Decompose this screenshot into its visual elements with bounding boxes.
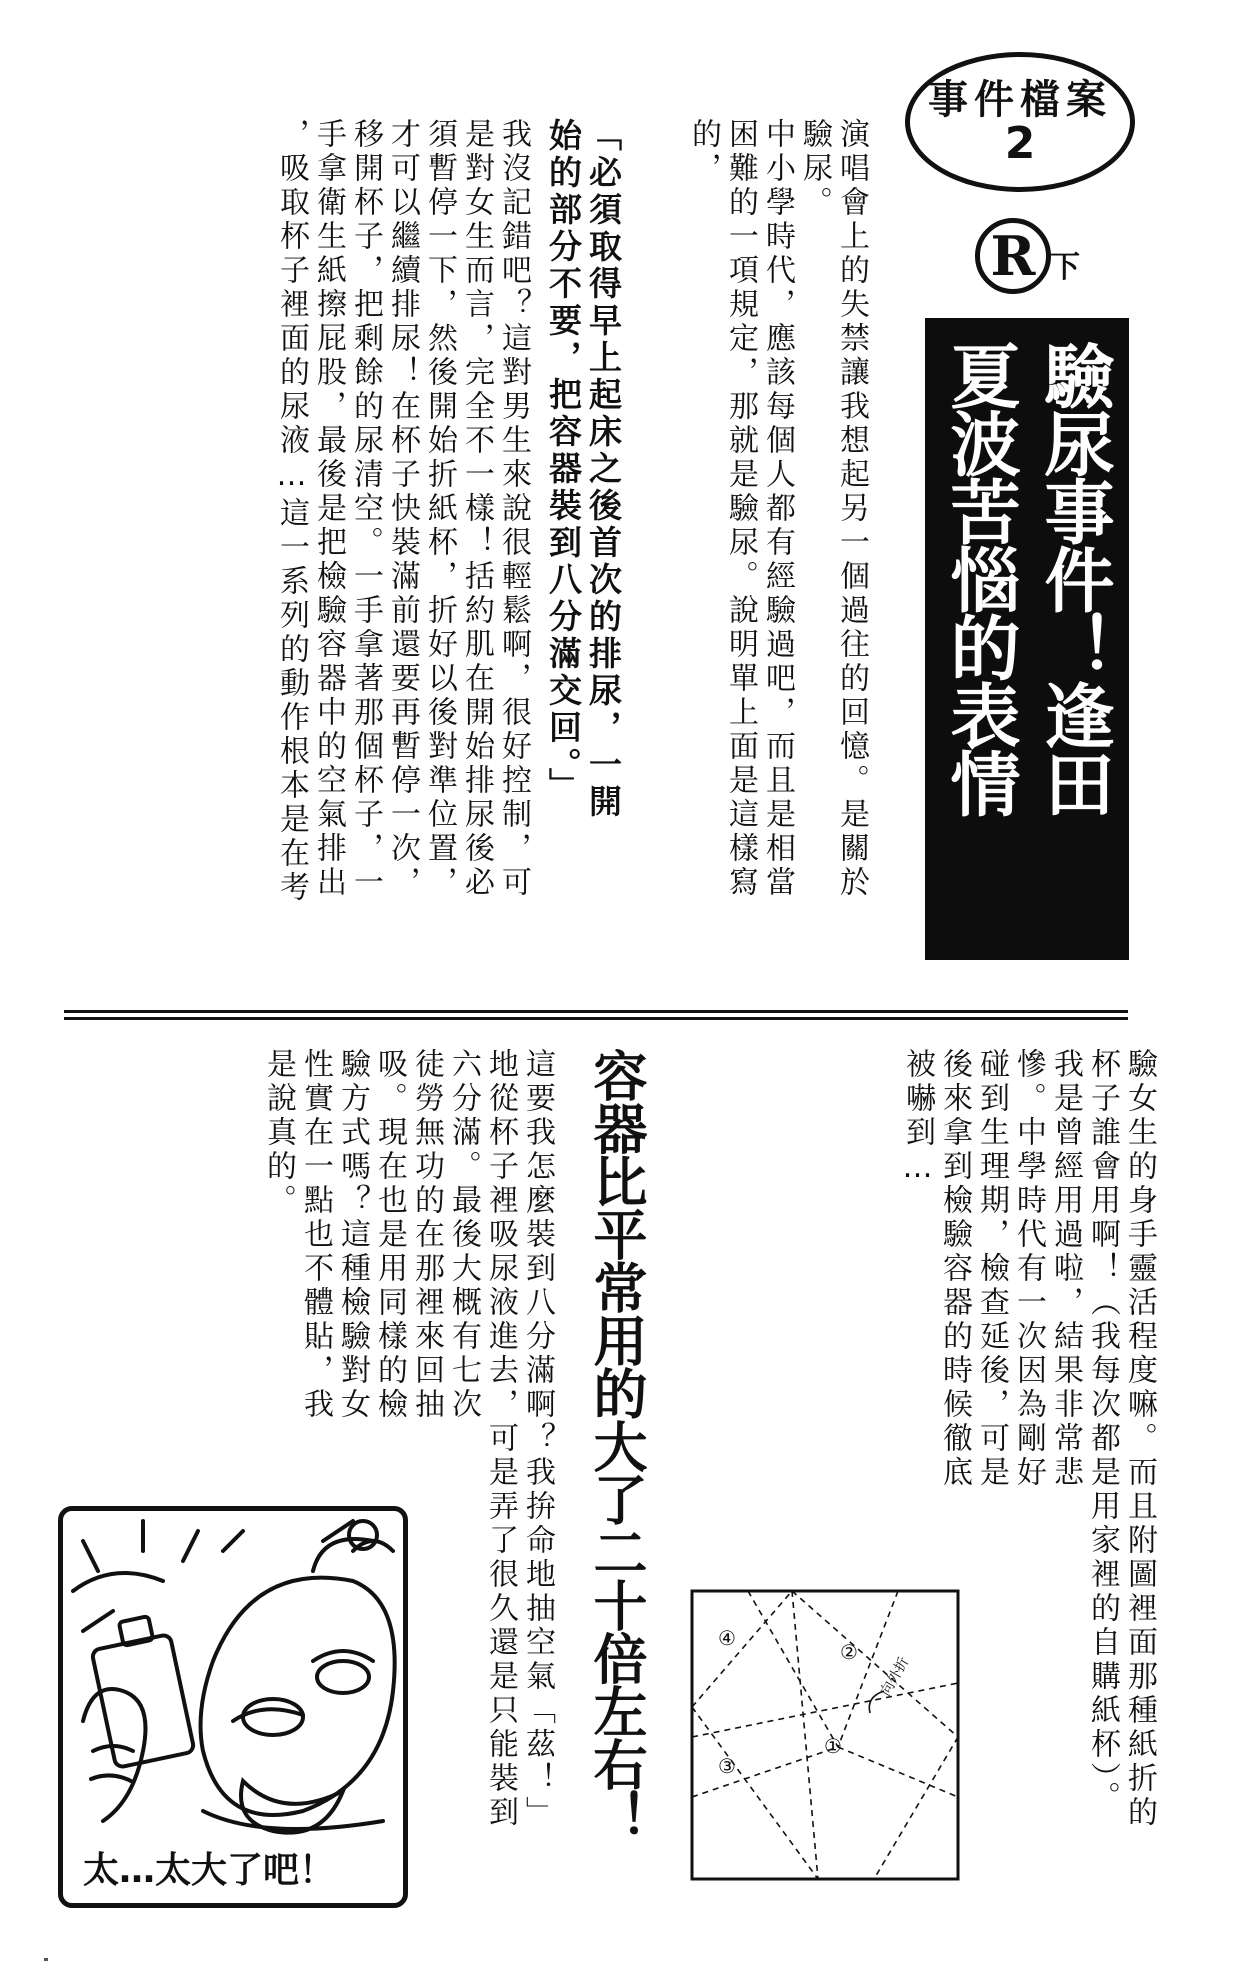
bottom-right-text: 驗女生的身手靈活程度嘛。而且附圖裡面那種紙折的 杯子誰會用啊！（我每次都是用家裡的自購紙杯）。 我是曾經用過啦，結果非常悲 慘。中學時代有一次因為剛好 碰到生理期，檢查延後，可是 後來拿到檢驗容器的時候徹底 被嚇到… <box>900 1048 1157 1830</box>
panel-caption: 太…太大了吧！ <box>77 1842 341 1893</box>
top-quote: 「必須取得早上起床之後首次的排尿，一開 始的部分不要，把容器裝到八分滿交回。」 <box>544 118 623 821</box>
bottom-left-text: 這要我怎麼裝到八分滿啊？我拚命地抽空氣「茲！」 地從杯子裡吸尿液進去，可是弄了很久還是只能裝到 六分滿。最後大概有七次 徒勞無功的在那裡來回抽 吸。現在也是用同樣的檢 驗方式嗎？這種檢驗對女 性實在一點也不體貼，我 是說真的。 <box>261 1048 555 1830</box>
r-circle-icon <box>975 218 1051 294</box>
diagram-label-3: ③ <box>718 1754 736 1778</box>
circle-sub-label: 下 <box>1050 250 1080 285</box>
badge-title: 事件檔案 <box>928 77 1112 123</box>
title-line-1: 驗尿事件！逢田 <box>1033 340 1115 816</box>
top-body-text-2: 我沒記錯吧？這對男生來說很輕鬆啊，很好控制，可 是對女生而言，完全不一樣！括約肌在開始排尿後必 須暫停一下，然後開始折紙杯，折好以後對準位置， 才可以繼續排尿！在杯子快裝滿前還要再暫停一次， 移開杯子，把剩餘的尿清空。一手拿著那個杯子，一 手拿衛生紙擦屁股，最後是把檢驗容器中的空氣排出 ，吸取杯子裡面的尿液…這一系列的動作根本是在考 <box>274 118 531 905</box>
section-divider-2 <box>64 1017 1128 1020</box>
article-title-box <box>925 318 1129 960</box>
diagram-label-4: ④ <box>718 1626 736 1650</box>
section-divider <box>64 1010 1128 1013</box>
badge-number: 2 <box>1004 118 1036 169</box>
diagram-fold-note: 向外折 <box>877 1654 913 1699</box>
page-mark <box>44 1958 48 1961</box>
top-body-text-1: 演唱會上的失禁讓我想起另一個過往的回憶。是關於 驗尿。 中小學時代，應該每個人都有經驗過吧，而且是相當 困難的一項規定，那就是驗尿。說明單上面是這樣寫 的， <box>686 118 869 900</box>
title-line-2: 夏波苦惱的表情 <box>939 340 1021 816</box>
big-heading: 容器比平常用的大了二十倍左右！ <box>585 1048 648 1843</box>
manga-panel <box>58 1506 408 1908</box>
diagram-label-2: ② <box>840 1640 858 1664</box>
file-badge <box>905 52 1135 192</box>
diagram-label-1: ① <box>824 1734 842 1758</box>
cup-folding-diagram <box>688 1587 962 1883</box>
circle-letter: R <box>990 224 1036 288</box>
